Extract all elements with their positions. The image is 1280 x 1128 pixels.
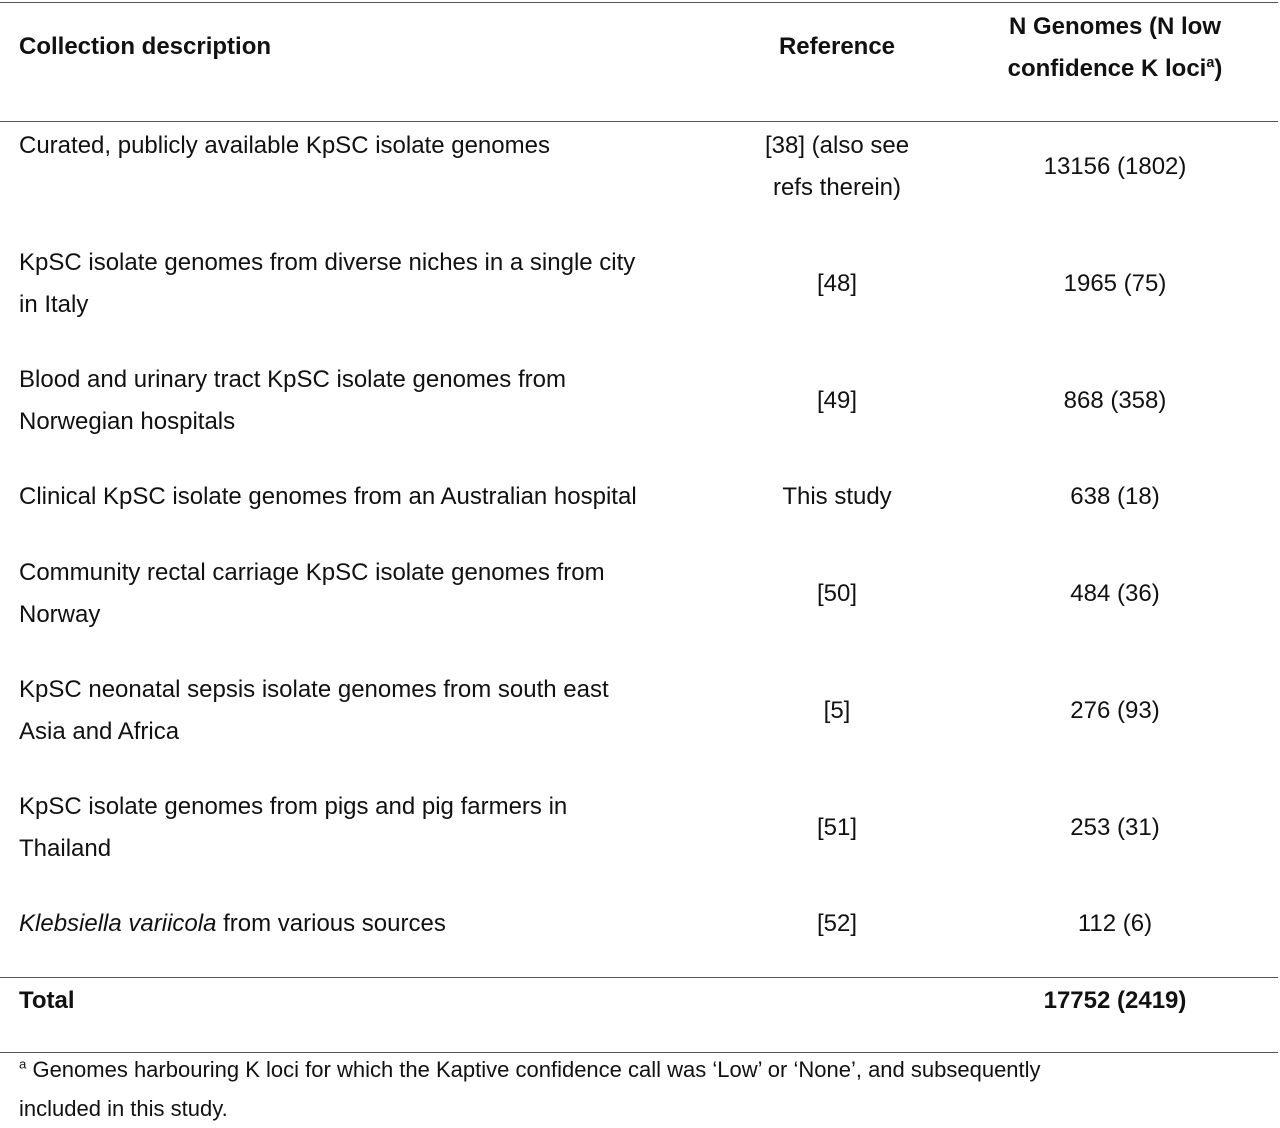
- footnote-line2: included in this study.: [19, 1096, 228, 1121]
- row-7-description: [19, 786, 729, 870]
- row-4-n-genomes: 638 (18): [1070, 483, 1160, 510]
- row-2-description: [19, 242, 729, 326]
- table-header-rule: [0, 121, 1278, 122]
- header-n-genomes-line2: [970, 48, 1260, 90]
- row-3-description-line1: Blood and urinary tract KpSC isolate genomes from: [19, 366, 566, 393]
- row-7-description-line2: Thailand: [19, 835, 112, 862]
- row-7-reference: [51]: [816, 814, 858, 841]
- row-1-reference-line2: refs therein): [772, 174, 902, 201]
- row-2-n-genomes: 1965 (75): [1063, 270, 1167, 297]
- row-5-description-line1: Community rectal carriage KpSC isolate genomes from: [19, 559, 605, 586]
- header-n-genomes-close: ): [1214, 55, 1223, 82]
- row-7-description-line1: KpSC isolate genomes from pigs and pig farmers in: [19, 793, 568, 820]
- footnote-marker: a: [19, 1056, 27, 1072]
- header-collection-description: Collection description: [19, 33, 272, 60]
- row-1-reference: [740, 125, 934, 209]
- row-5-description: [19, 552, 729, 636]
- table-total-rule: [0, 977, 1278, 978]
- row-6-n-genomes: 276 (93): [1070, 697, 1160, 724]
- row-4-description: Clinical KpSC isolate genomes from an Australian hospital: [19, 483, 637, 510]
- row-8-n-genomes: 112 (6): [1077, 910, 1153, 937]
- header-footnote-marker: a: [1206, 55, 1215, 71]
- total-label: Total: [19, 987, 75, 1014]
- total-n-genomes: 17752 (2419): [1043, 987, 1187, 1014]
- table-top-rule: [0, 2, 1278, 3]
- row-6-description: [19, 669, 729, 753]
- row-6-description-line2: Asia and Africa: [19, 718, 180, 745]
- row-3-n-genomes: 868 (358): [1063, 387, 1167, 414]
- row-5-n-genomes: 484 (36): [1070, 580, 1160, 607]
- row-6-reference: [5]: [823, 697, 851, 724]
- row-5-reference: [50]: [816, 580, 858, 607]
- footnote: [19, 1050, 1259, 1128]
- header-n-genomes-line1: N Genomes (N low: [1008, 13, 1222, 40]
- row-7-n-genomes: 253 (31): [1070, 814, 1160, 841]
- row-3-description-line2: Norwegian hospitals: [19, 408, 236, 435]
- row-8-description: [19, 903, 729, 945]
- row-2-description-line1: KpSC isolate genomes from diverse niches in a single city: [19, 249, 636, 276]
- header-n-genomes: [970, 6, 1260, 90]
- row-8-species-name: Klebsiella variicola: [19, 910, 217, 937]
- row-4-reference: This study: [782, 483, 892, 510]
- row-6-description-line1: KpSC neonatal sepsis isolate genomes from south east: [19, 676, 609, 703]
- header-reference: Reference: [778, 33, 896, 60]
- row-8-description-rest: from various sources: [216, 910, 446, 937]
- footnote-line1: [19, 1050, 1259, 1089]
- row-1-n-genomes: 13156 (1802): [1043, 153, 1187, 180]
- row-3-reference: [49]: [816, 387, 858, 414]
- footnote-line1-text: Genomes harbouring K loci for which the Kaptive confidence call was ‘Low’ or ‘None’, and subsequently: [26, 1057, 1041, 1082]
- row-8-reference: [52]: [816, 910, 858, 937]
- row-1-description: [19, 125, 729, 167]
- row-1-reference-line1: [38] (also see: [764, 132, 910, 159]
- row-2-description-line2: in Italy: [19, 291, 89, 318]
- row-2-reference: [48]: [816, 270, 858, 297]
- row-3-description: [19, 359, 729, 443]
- row-1-description-line1: Curated, publicly available KpSC isolate genomes: [19, 132, 550, 159]
- row-5-description-line2: Norway: [19, 601, 101, 628]
- header-n-genomes-line2-text: confidence K loci: [1007, 55, 1207, 82]
